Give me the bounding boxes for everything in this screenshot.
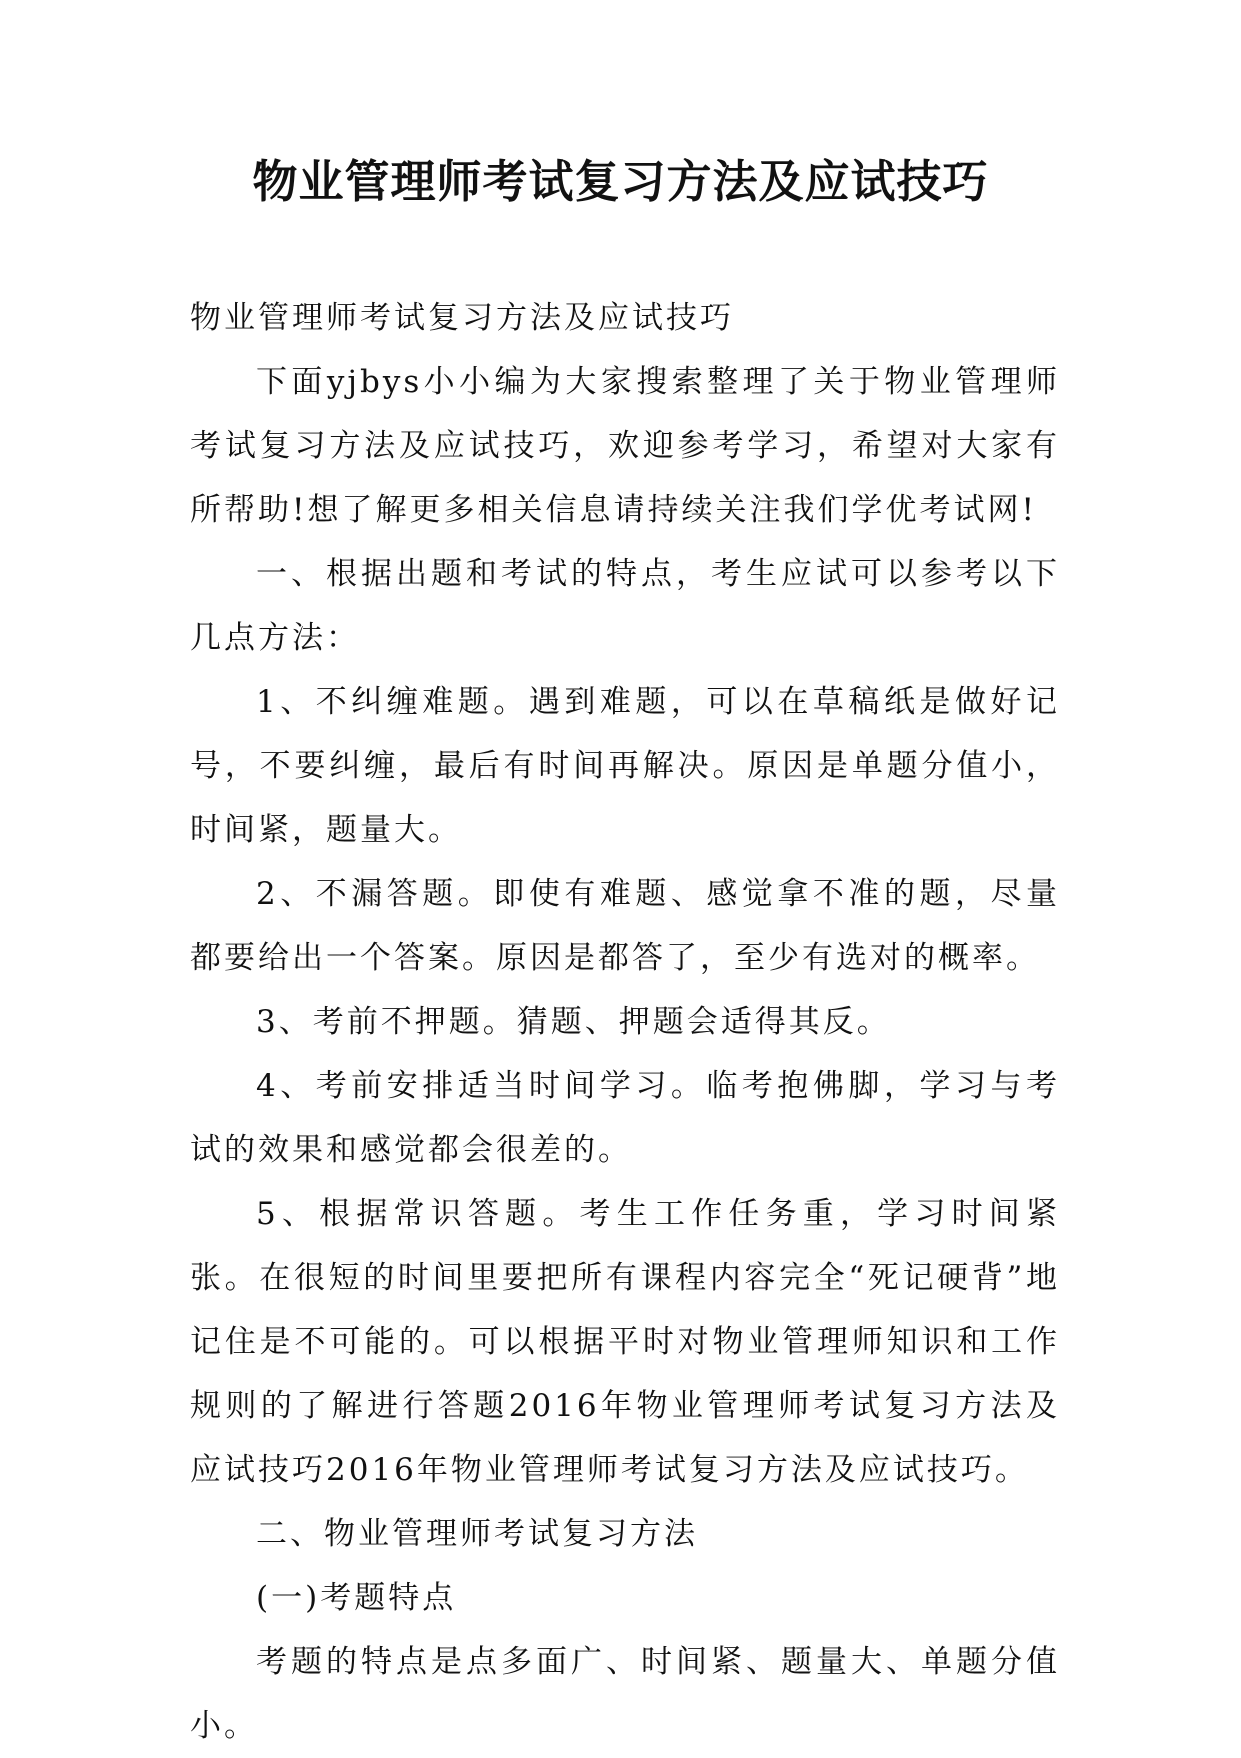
paragraph-subtitle: 物业管理师考试复习方法及应试技巧 — [190, 300, 734, 336]
paragraph-question-features: 考题的特点是点多面广、时间紧、题量大、单题分值小。 — [190, 1644, 1060, 1744]
paragraph-tip-5: 5、根据常识答题。考生工作任务重，学习时间紧张。在很短的时间里要把所有课程内容完全“死记硬背”地记住是不可能的。可以根据平时对物业管理师知识和工作规则的了解进行答题2016年物业管理师考试复习方法及应试技巧2016年物业管理师考试复习方法及应试技巧。 — [190, 1196, 1060, 1488]
paragraph-section-one-heading: 一、根据出题和考试的特点，考生应试可以参考以下几点方法： — [190, 556, 1060, 656]
document-body — [190, 286, 1060, 1758]
paragraph-tip-2: 2、不漏答题。即使有难题、感觉拿不准的题，尽量都要给出一个答案。原因是都答了，至少有选对的概率。 — [190, 876, 1060, 976]
paragraph-tip-4: 4、考前安排适当时间学习。临考抱佛脚，学习与考试的效果和感觉都会很差的。 — [190, 1068, 1060, 1168]
paragraph-section-two-heading: 二、物业管理师考试复习方法 — [256, 1516, 698, 1552]
paragraph-subsection-heading: (一)考题特点 — [256, 1580, 457, 1616]
document-title: 物业管理师考试复习方法及应试技巧 — [252, 155, 989, 208]
paragraph-intro: 下面yjbys小小编为大家搜索整理了关于物业管理师考试复习方法及应试技巧，欢迎参考学习，希望对大家有所帮助!想了解更多相关信息请持续关注我们学优考试网! — [190, 364, 1060, 528]
paragraph-tip-1: 1、不纠缠难题。遇到难题，可以在草稿纸是做好记号，不要纠缠，最后有时间再解决。原因是单题分值小，时间紧，题量大。 — [190, 684, 1060, 848]
paragraph-tip-3: 3、考前不押题。猜题、押题会适得其反。 — [256, 1004, 891, 1040]
